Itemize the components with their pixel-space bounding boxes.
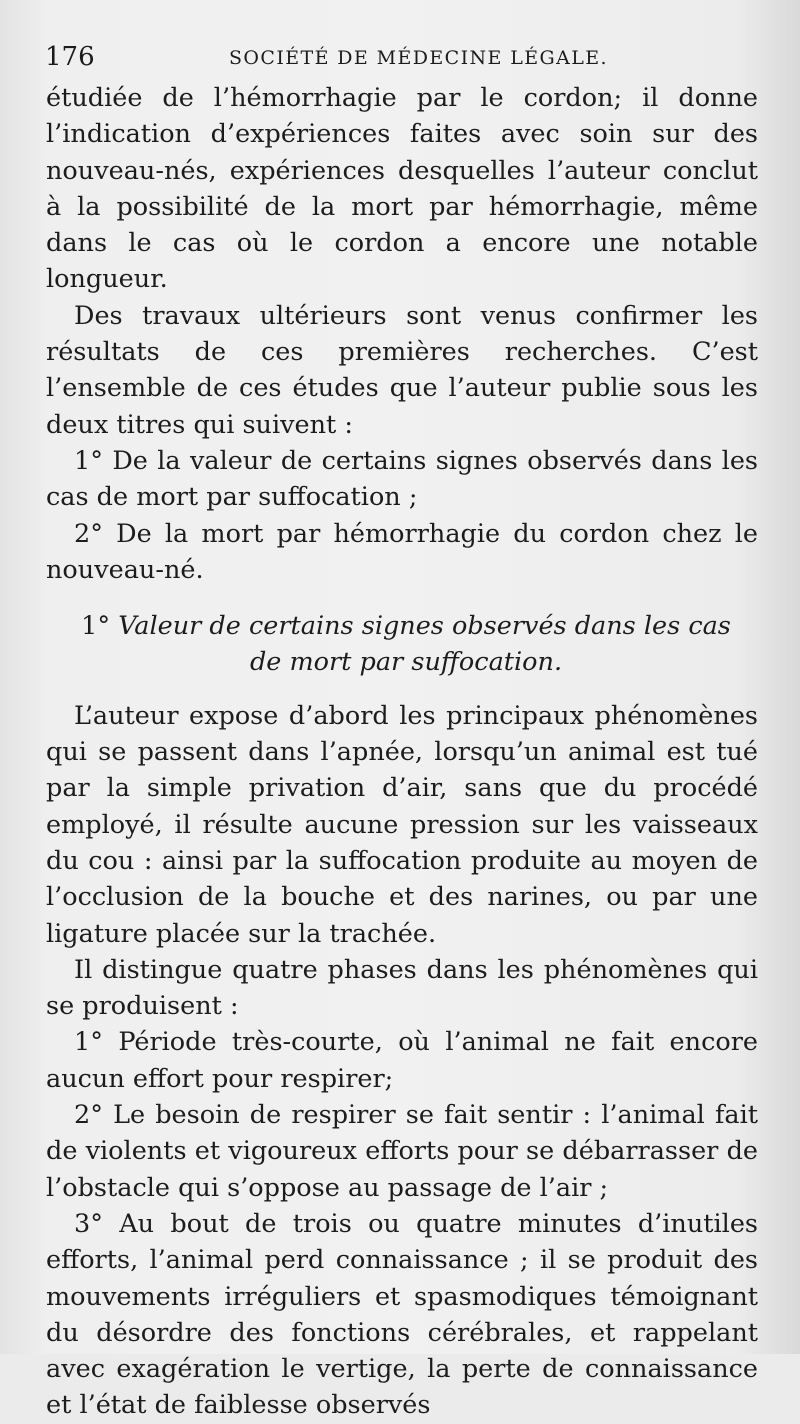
paragraph-phase-two: 2° Le besoin de respirer se fait sentir : l’animal fait de violents et vigoureux efforts pour se débarrasser de l’obstacle qui s’oppose au passage de l’air ; xyxy=(46,1100,758,1203)
section-number: 1° xyxy=(81,611,111,642)
paragraph-continuation: étudiée de l’hémorrhagie par le cordon; il donne l’indication d’expériences faites avec soin sur des nouveau-nés, expériences desquelles l’auteur conclut à la possibilité de la mort par hémorrhagie, même dans le cas où le cordon a encore une notable longueur. xyxy=(46,83,758,295)
page-number: 176 xyxy=(45,42,95,72)
paragraph-apnea: L’auteur expose d’abord les principaux phénomènes qui se passent dans l’apnée, lorsqu’un animal est tué par la simple privation d’air, sans que du procédé employé, il résulte aucune pression sur les vaisseaux du cou : ainsi par la suffocation produite au moyen de l’occlusion de la bouche et des narines, ou par une ligature placée sur la trachée. xyxy=(46,700,758,949)
section-heading xyxy=(46,608,758,681)
text-block xyxy=(46,80,758,1424)
paragraph-title-one: 1° De la valeur de certains signes observés dans les cas de mort par suffocation ; xyxy=(46,445,758,513)
paragraph-later-research: Des travaux ultérieurs sont venus confirmer les résultats de ces premières recherches. C’est l’ensemble de ces études que l’auteur publie sous les deux titres qui suivent : xyxy=(46,300,758,440)
paragraph-title-two: 2° De la mort par hémorrhagie du cordon chez le nouveau-né. xyxy=(46,518,758,585)
running-head xyxy=(45,40,755,74)
paragraph-four-phases: Il distingue quatre phases dans les phénomènes qui se produisent : xyxy=(46,954,758,1022)
running-title: SOCIÉTÉ DE MÉDECINE LÉGALE. xyxy=(229,47,608,69)
section-title: Valeur de certains signes observés dans les cas de mort par suffocation. xyxy=(118,611,731,678)
paragraph-phase-three: 3° Au bout de trois ou quatre minutes d’inutiles efforts, l’animal perd connaissance ; il se produit des mouvements irréguliers et spasmodiques témoignant du désordre des fonctions cérébrales, et rappelant avec exagération le vertige, la perte de connaissance et l’état de faiblesse observés xyxy=(46,1208,758,1421)
paragraph-phase-one: 1° Période très-courte, où l’animal ne fait encore aucun effort pour respirer; xyxy=(46,1027,758,1094)
